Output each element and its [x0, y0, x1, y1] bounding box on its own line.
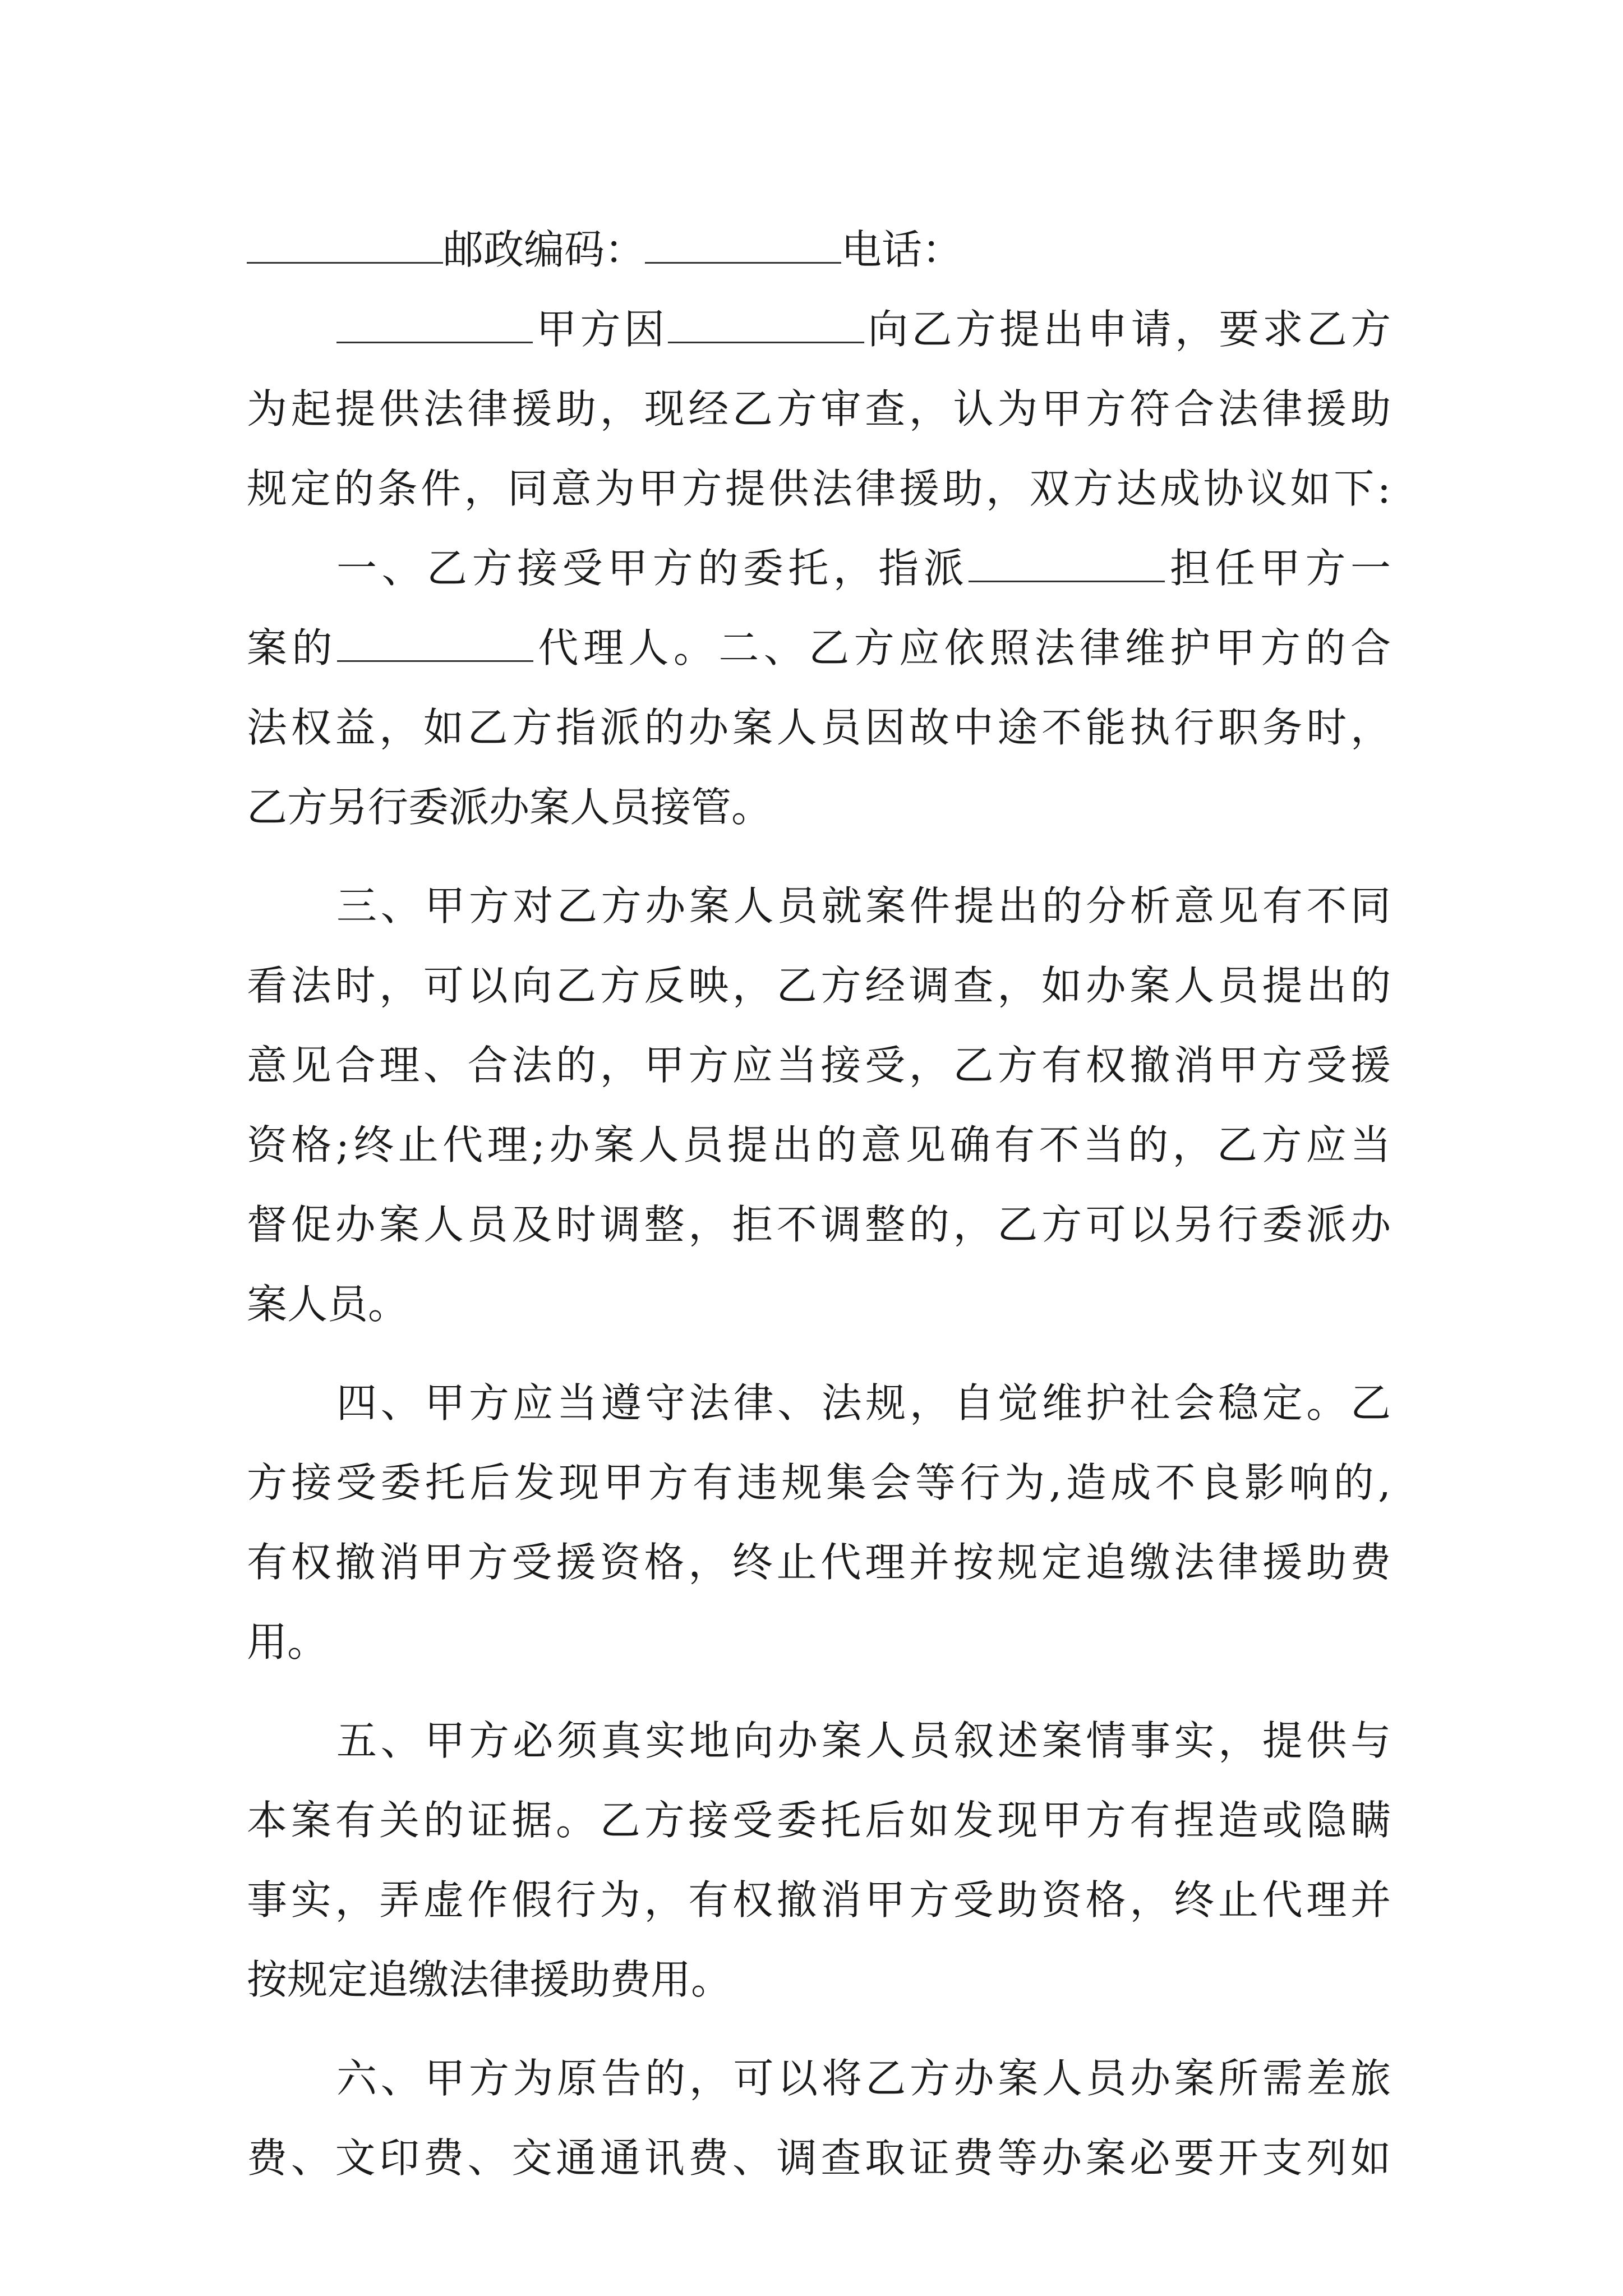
text-line	[247, 765, 772, 849]
text-segment: 邮政编码：	[443, 226, 645, 273]
fill-in-blank	[668, 338, 864, 343]
text-line	[247, 1858, 1391, 1942]
text-segment: 乙方另行委派办案人员接管。	[247, 784, 772, 831]
text-segment: 规定的条件，同意为甲方提供法律援助，双方达成协议如下:	[247, 465, 1391, 512]
text-line	[247, 208, 962, 292]
fill-in-blank	[336, 338, 533, 343]
text-line	[336, 1699, 1391, 1783]
text-segment: 督促办案人员及时调整，拒不调整的，乙方可以另行委派办	[247, 1201, 1391, 1248]
text-line	[247, 685, 1391, 770]
text-segment: 担任甲方一	[1165, 545, 1391, 592]
text-line	[336, 1361, 1391, 1445]
text-segment: 一、乙方接受甲方的委托，指派	[336, 545, 969, 592]
text-segment: 有权撤消甲方受援资格，终止代理并按规定追缴法律援助费	[247, 1539, 1391, 1586]
text-line	[247, 1600, 328, 1684]
text-segment: 五、甲方必须真实地向办案人员叙述案情事实，提供与	[336, 1717, 1391, 1764]
fill-in-blank	[337, 657, 533, 662]
text-segment: 案的	[247, 624, 337, 671]
fill-in-blank	[645, 259, 841, 264]
text-line	[247, 1103, 1391, 1187]
text-line	[247, 1023, 1391, 1107]
text-segment: 甲方因	[533, 306, 668, 353]
text-segment: 代理人。二、乙方应依照法律维护甲方的合	[533, 624, 1391, 671]
text-segment: 法权益，如乙方指派的办案人员因故中途不能执行职务时，	[247, 704, 1391, 751]
fill-in-blank	[969, 577, 1165, 582]
text-line	[247, 1778, 1391, 1862]
text-segment: 用。	[247, 1618, 328, 1665]
text-segment: 电话：	[841, 226, 963, 273]
text-segment: 费、文印费、交通通讯费、调查取证费等办案必要开支列如	[247, 2134, 1391, 2182]
text-line	[336, 2036, 1391, 2120]
text-line	[247, 606, 1391, 690]
text-segment: 意见合理、合法的，甲方应当接受，乙方有权撤消甲方受援	[247, 1042, 1391, 1089]
text-line	[247, 1520, 1391, 1604]
text-line	[247, 1938, 731, 2022]
text-segment: 六、甲方为原告的，可以将乙方办案人员办案所需差旅	[336, 2055, 1391, 2102]
text-line	[247, 2116, 1391, 2200]
text-segment: 三、甲方对乙方办案人员就案件提出的分析意见有不同	[336, 882, 1391, 930]
text-line	[247, 447, 1391, 531]
text-segment: 按规定追缴法律援助费用。	[247, 1956, 732, 2003]
text-line	[247, 367, 1391, 451]
text-segment: 向乙方提出申请，要求乙方	[864, 306, 1391, 353]
text-segment: 看法时，可以向乙方反映，乙方经调查，如办案人员提出的	[247, 962, 1391, 1009]
text-line	[336, 526, 1391, 610]
text-segment: 资格;终止代理;办案人员提出的意见确有不当的，乙方应当	[247, 1121, 1391, 1168]
text-line	[247, 944, 1391, 1028]
text-segment: 方接受委托后发现甲方有违规集会等行为,造成不良影响的,	[247, 1459, 1391, 1506]
text-line	[247, 1182, 1391, 1267]
text-line	[247, 1262, 408, 1346]
text-line	[247, 1441, 1391, 1525]
text-line	[336, 864, 1391, 948]
text-segment: 本案有关的证据。乙方接受委托后如发现甲方有捏造或隐瞒	[247, 1797, 1391, 1844]
text-segment: 为起提供法律援助，现经乙方审查，认为甲方符合法律援助	[247, 385, 1391, 432]
text-segment: 案人员。	[247, 1281, 409, 1328]
fill-in-blank	[247, 259, 443, 264]
text-line	[336, 287, 1391, 371]
text-segment: 四、甲方应当遵守法律、法规，自觉维护社会稳定。乙	[336, 1379, 1391, 1427]
text-segment: 事实，弄虚作假行为，有权撤消甲方受助资格，终止代理并	[247, 1876, 1391, 1924]
